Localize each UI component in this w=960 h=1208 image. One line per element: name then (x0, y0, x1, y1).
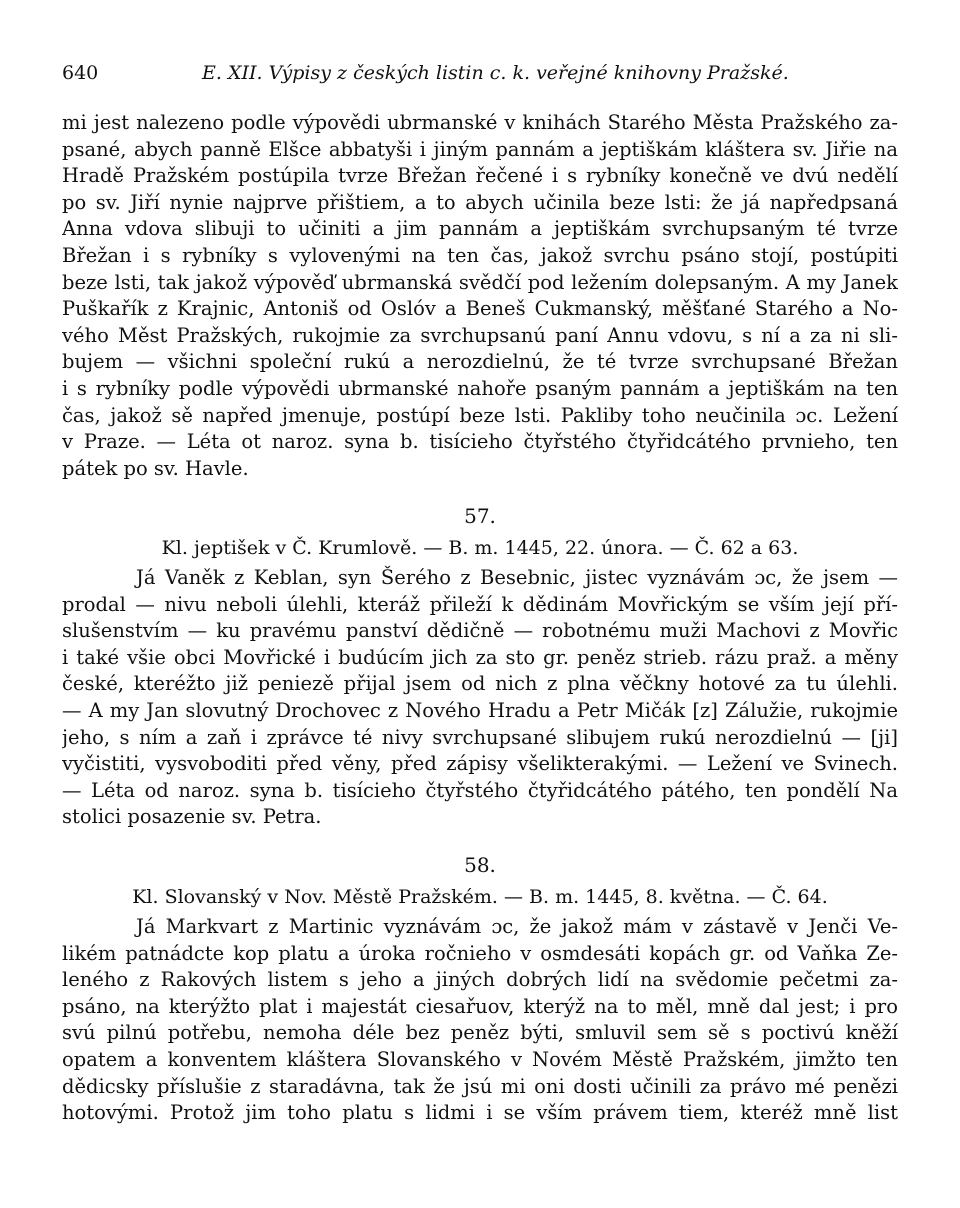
text-line: Já Markvart z Martinic vyznávám ɔc, že jakož mám v zástavě v Jenči Ve- (136, 915, 898, 938)
text-line: prodal — nivu neboli úlehli, kteráž přileží k dědinám Movřickým se vším její pří- (62, 592, 898, 616)
document-58-regest: Kl. Slovanský v Nov. Městě Pražském. — B. m. 1445, 8. května. — Č. 64. (132, 886, 828, 908)
text-line: — A my Jan slovutný Drochovec z Nového Hradu a Petr Mičák [z] Zálužie, rukojmie (62, 698, 898, 722)
running-title: E. XII. Výpisy z českých listin c. k. veřejné knihovny Pražské. (202, 62, 789, 84)
text-line: opatem a konventem kláštera Slovanského v Novém Městě Pražském, jimžto ten (62, 1047, 898, 1071)
text-line: — Léta od naroz. syna b. tisícieho čtyřstého čtyřidcátého pátého, ten pondělí Na (62, 778, 898, 802)
text-line: stolici posazenie sv. Petra. (62, 805, 322, 829)
text-line: dědicsky příslušie z staradávna, tak že jsú mi oni dosti učinili za právo mé penězi (62, 1074, 898, 1098)
document-57-regest: Kl. jeptišek v Č. Krumlově. — B. m. 1445, 22. února. — Č. 62 a 63. (161, 537, 799, 559)
text-line: i také všie obci Movřické i budúcím jich za sto gr. peněz strieb. rázu praž. a měny (62, 645, 898, 669)
text-line: čas, jakož sě napřed jmenuje, postúpí beze lsti. Pakliby toho neučinila ɔc. Ležení (62, 403, 898, 427)
text-line: české, kteréžto již peniezě přijal jsem od nich z plna věčkny hotové za tu úlehli. (62, 672, 898, 696)
text-line: likém patnádcte kop platu a úroka ročnieho v osmdesáti kopách gr. od Vaňka Ze- (62, 941, 898, 965)
page-header (62, 62, 898, 92)
text-line: bujem — všichni společní rukú a nerozdielnú, že té tvrze svrchupsané Břežan (62, 350, 898, 374)
text-line: beze lsti, tak jakož výpověď ubrmanská svědčí pod ležením dolepsaným. A my Janek (62, 270, 898, 294)
text-line: i s rybníky podle výpovědi ubrmanské nahoře psaným pannám a jeptiškám na ten (62, 376, 898, 400)
text-line: jeho, s ním a zaň i zprávce té nivy svrchupsané slibujem rukú nerozdielnú — [ji] (62, 725, 898, 749)
text-line: Puškařík z Krajnic, Antoniš od Oslóv a Beneš Cukmanský, měšťané Starého a No- (62, 297, 898, 321)
text-line: slušenstvím — ku pravému panství dědičně — robotnému muži Machovi z Movřic (62, 619, 898, 643)
text-line: Anna vdova slibuji to učiniti a jim pannám a jeptiškám svrchupsaným té tvrze (62, 217, 898, 241)
text-line: v Praze. — Léta ot naroz. syna b. tisícieho čtyřstého čtyřidcátého prvnieho, ten (62, 430, 898, 454)
document-number-57: 57. (464, 504, 496, 528)
text-line: po sv. Jiří nynie najprve přištiem, a to abych učinila beze lsti: že já napředpsaná (62, 190, 898, 214)
text-line: vého Měst Pražských, rukojmie za svrchupsanú paní Annu vdovu, s ní a za ni sli- (62, 323, 898, 347)
document-58-text (62, 914, 898, 1127)
text-line: Já Vaněk z Keblan, syn Šerého z Besebnic, jistec vyznávám ɔc, že jsem — (136, 566, 898, 589)
text-line: hotovými. Protož jim toho platu s lidmi i se vším právem tiem, kteréž mně list (62, 1101, 898, 1125)
document-57-text (62, 565, 898, 831)
text-line: mi jest nalezeno podle výpovědi ubrmanské v knihách Starého Města Pražského za- (62, 111, 898, 134)
text-line: svú pilnú potřebu, nemoha déle bez peněz býti, smluvil sem sě s poctivú kněží (62, 1021, 898, 1045)
paragraph-continued (62, 110, 898, 482)
text-line: pátek po sv. Havle. (62, 456, 249, 480)
text-line: Břežan i s rybníky s vylovenými na ten čas, jakož svrchu psáno stojí, postúpiti (62, 243, 898, 267)
document-number-58: 58. (464, 853, 496, 877)
text-line: leného z Rakových listem s jeho a jiných dobrých lidí na svědomie pečetmi za- (62, 968, 898, 992)
text-line: vyčistiti, vysvoboditi před věny, před zápisy všelikterakými. — Ležení ve Svinech. (62, 752, 898, 776)
page-number: 640 (62, 62, 99, 84)
text-line: Hradě Pražském postúpila tvrze Břežan řečené i s rybníky konečně ve dvú nedělí (62, 164, 898, 188)
text-line: psáno, na kterýžto plat i majestát ciesařuov, kterýž na to měl, mně dal jest; i pro (62, 994, 898, 1018)
text-line: psané, abych panně Elšce abbatyši i jiným pannám a jeptiškám kláštera sv. Jiřie na (62, 137, 898, 161)
